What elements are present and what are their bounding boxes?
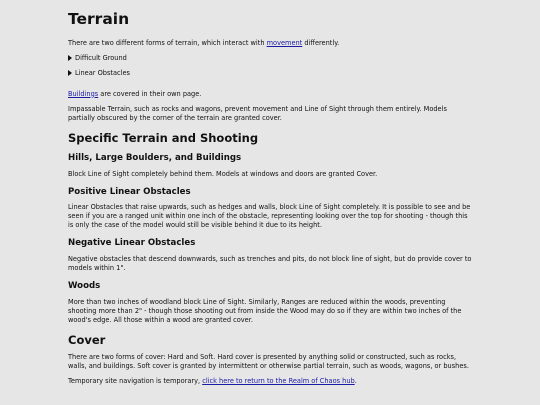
disclosure-triangle-icon bbox=[68, 55, 72, 61]
intro-text-after: differently. bbox=[302, 38, 340, 47]
cover-paragraph: There are two forms of cover: Hard and Soft. Hard cover is presented by anything solid or constructed, such as rocks, walls, and buildings. Soft cover is granted by intermittent or otherwise partial terrain, such as woods, wagons, or bushes. bbox=[68, 353, 469, 371]
negative-linear-heading: Negative Linear Obstacles bbox=[68, 238, 196, 249]
difficult-ground-toggle[interactable] bbox=[68, 54, 472, 63]
footer-text-before: Temporary site navigation is temporary, bbox=[68, 377, 203, 386]
buildings-paragraph bbox=[68, 90, 472, 99]
intro-paragraph bbox=[68, 39, 472, 48]
movement-link[interactable]: movement bbox=[266, 38, 303, 47]
hills-heading: Hills, Large Boulders, and Buildings bbox=[68, 152, 242, 163]
positive-linear-heading: Positive Linear Obstacles bbox=[68, 186, 191, 197]
negative-linear-paragraph: Negative obstacles that descend downwards, such as trenches and pits, do not block line of sight, but do provide cover to models within 1". bbox=[68, 255, 472, 273]
impassable-paragraph: Impassable Terrain, such as rocks and wagons, prevent movement and Line of Sight through them entirely. Models partially obscured by the corner of the terrain are granted cover. bbox=[68, 104, 447, 122]
specific-terrain-heading: Specific Terrain and Shooting bbox=[68, 130, 259, 145]
woods-heading: Woods bbox=[68, 281, 101, 292]
buildings-text: are covered in their own page. bbox=[98, 89, 202, 98]
hills-paragraph: Block Line of Sight completely behind them. Models at windows and doors are granted Cover. bbox=[68, 169, 378, 178]
linear-obstacles-toggle[interactable] bbox=[68, 69, 472, 78]
realm-of-chaos-hub-link[interactable]: click here to return to the Realm of Chaos hub bbox=[202, 377, 355, 386]
disclosure-triangle-icon bbox=[68, 70, 72, 76]
buildings-link[interactable]: Buildings bbox=[68, 89, 99, 98]
footer-text-after: . bbox=[354, 377, 357, 386]
page-title: Terrain bbox=[68, 10, 130, 28]
difficult-ground-details[interactable] bbox=[68, 54, 472, 63]
linear-obstacles-label: Linear Obstacles bbox=[75, 68, 130, 77]
footer-navigation bbox=[68, 377, 472, 386]
difficult-ground-label: Difficult Ground bbox=[75, 53, 127, 62]
positive-linear-paragraph: Linear Obstacles that raise upwards, such as hedges and walls, block Line of Sight completely. It is possible to see and be seen if you are a ranged unit within one inch of the obstacle, representing looking over the top for shooting - though this is only the case of the model would still be visible behind it due to its height. bbox=[68, 203, 471, 230]
woods-paragraph: More than two inches of woodland block Line of Sight. Similarly, Ranges are reduced within the woods, preventing shooting more than 2" - though those shooting out from inside the Wood may do so if they are within two inches of the wood's edge. All those within a wood are granted cover. bbox=[68, 297, 462, 324]
linear-obstacles-details[interactable] bbox=[68, 69, 472, 78]
intro-text-before: There are two different forms of terrain, which interact with bbox=[68, 38, 267, 47]
cover-heading: Cover bbox=[68, 332, 106, 347]
